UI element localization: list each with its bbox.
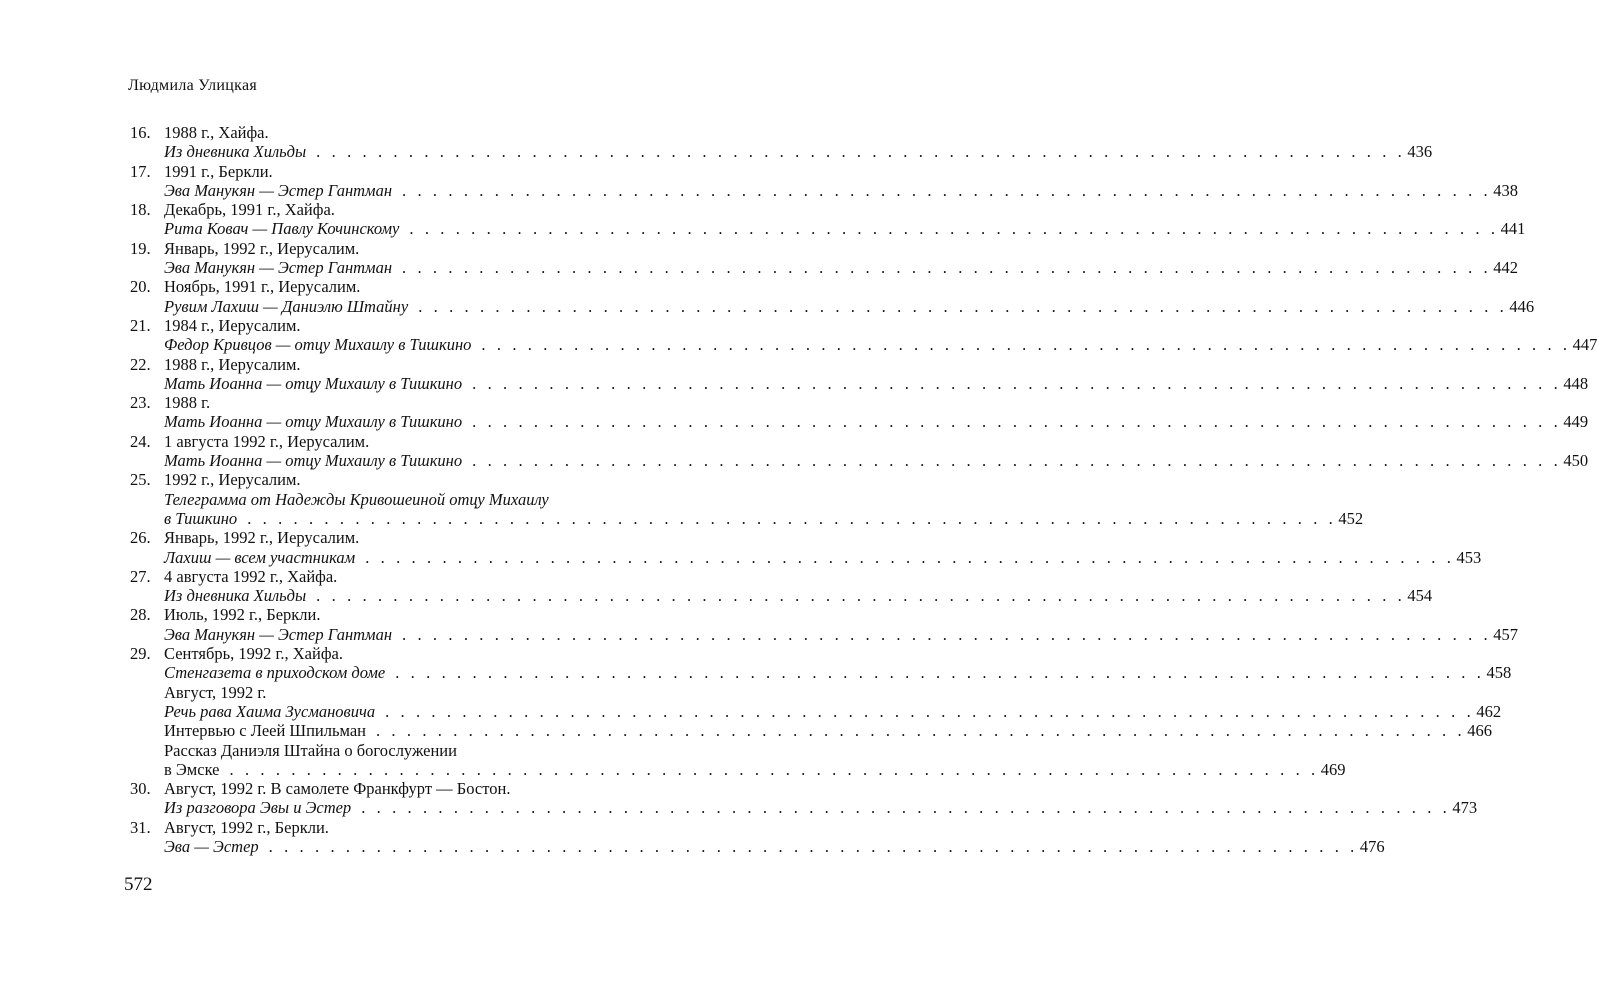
toc-dot-leader: . . . . . . . . . . . . . . . . . . . . . . . . . . . . . . . . . . . . . . . . . . . . . . . . . . . . . . . . . . . . . . . . . . . . . . . bbox=[472, 412, 1562, 432]
toc-page-number: 442 bbox=[1493, 258, 1519, 278]
toc-entry-number: 21. bbox=[130, 315, 151, 335]
toc-item bbox=[130, 759, 1346, 779]
toc-dot-leader: . . . . . . . . . . . . . . . . . . . . . . . . . . . . . . . . . . . . . . . . . . . . . . . . . . . . . . . . . . . . . . . . . . . . . . . bbox=[385, 701, 1475, 721]
toc-item-title: Эва Манукян — Эстер Гантман bbox=[164, 624, 393, 644]
toc-item-title: Речь рава Хаима Зусмановича bbox=[164, 701, 376, 721]
toc-entry-number: 26. bbox=[130, 528, 151, 548]
toc-dot-leader: . . . . . . . . . . . . . . . . . . . . . . . . . . . . . . . . . . . . . . . . . . . . . . . . . . . . . . . . . . . . . . . . . . . . . . . bbox=[402, 180, 1492, 200]
toc-item bbox=[130, 547, 1482, 567]
toc-entry-heading bbox=[130, 818, 694, 837]
toc-item-title: Телеграмма от Надежды Кривошеиной отцу Михаилу bbox=[164, 489, 549, 509]
toc-entry-number: 28. bbox=[130, 605, 151, 625]
toc-entry-date-place: Декабрь, 1991 г., Хайфа. bbox=[164, 200, 335, 220]
toc-entry-date-place: 1988 г., Хайфа. bbox=[164, 123, 269, 142]
toc-dot-leader: . . . . . . . . . . . . . . . . . . . . . . . . . . . . . . . . . . . . . . . . . . . . . . . . . . . . . . . . . . . . . . . . . . . . . . . bbox=[472, 373, 1562, 393]
toc-item-title: в Эмске bbox=[164, 759, 220, 779]
toc-dot-leader: . . . . . . . . . . . . . . . . . . . . . . . . . . . . . . . . . . . . . . . . . . . . . . . . . . . . . . . . . . . . . . . . . . . . . . . bbox=[402, 258, 1492, 278]
toc-page-number: 457 bbox=[1493, 624, 1519, 644]
toc-page-number: 458 bbox=[1486, 663, 1512, 683]
toc-item-title: Мать Иоанна — отцу Михаилу в Тишкино bbox=[164, 373, 463, 393]
toc-entry-date-place: Август, 1992 г. В самолете Франкфурт — Бостон. bbox=[164, 779, 511, 799]
toc-entry-heading bbox=[130, 567, 694, 586]
toc-entry-heading bbox=[130, 355, 694, 374]
toc-item-title: Лахиш — всем участникам bbox=[164, 547, 356, 567]
toc-page-number: 448 bbox=[1563, 373, 1589, 393]
toc-item-title: Из разговора Эвы и Эстер bbox=[164, 798, 352, 818]
toc-entry-number: 29. bbox=[130, 644, 151, 664]
toc-page-number: 473 bbox=[1452, 798, 1478, 818]
toc-item-title: Август, 1992 г. bbox=[164, 682, 267, 702]
toc-item bbox=[130, 624, 1519, 644]
toc-entry-heading bbox=[130, 162, 694, 181]
toc-item-title: Из дневника Хильды bbox=[164, 142, 307, 162]
toc-entry-number: 23. bbox=[130, 393, 151, 413]
toc-entry-heading bbox=[130, 123, 694, 142]
toc-entry-date-place: 4 августа 1992 г., Хайфа. bbox=[164, 566, 338, 586]
toc-entry-number: 17. bbox=[130, 161, 151, 181]
toc-item bbox=[130, 258, 1519, 278]
toc-page-number: 454 bbox=[1407, 586, 1433, 606]
toc-item bbox=[130, 412, 1589, 432]
toc-entry-date-place: Сентябрь, 1992 г., Хайфа. bbox=[164, 644, 343, 664]
toc-item bbox=[130, 490, 694, 509]
toc-page-number: 469 bbox=[1320, 759, 1346, 779]
toc-page-number: 450 bbox=[1563, 451, 1589, 471]
toc-entry-number: 25. bbox=[130, 470, 151, 490]
toc-entry-number: 22. bbox=[130, 354, 151, 374]
toc-item-title: Из дневника Хильды bbox=[164, 586, 307, 606]
toc-page-number: 476 bbox=[1359, 836, 1385, 856]
toc-page-number: 446 bbox=[1509, 296, 1535, 316]
toc-dot-leader: . . . . . . . . . . . . . . . . . . . . . . . . . . . . . . . . . . . . . . . . . . . . . . . . . . . . . . . . . . . . . . . . . . . . . . . bbox=[418, 296, 1508, 316]
toc-item bbox=[130, 798, 1478, 818]
toc-item bbox=[130, 180, 1519, 200]
toc-page-number: 449 bbox=[1563, 412, 1589, 432]
toc-entry-date-place: 1988 г. bbox=[164, 393, 211, 413]
toc-entry-number: 18. bbox=[130, 200, 151, 220]
toc-item-title: Мать Иоанна — отцу Михаилу в Тишкино bbox=[164, 451, 463, 471]
toc-page-number: 438 bbox=[1493, 180, 1519, 200]
toc-item bbox=[130, 701, 1502, 721]
toc-dot-leader: . . . . . . . . . . . . . . . . . . . . . . . . . . . . . . . . . . . . . . . . . . . . . . . . . . . . . . . . . . . . . . . . . . . . . . . bbox=[395, 663, 1485, 683]
toc-entry-number: 30. bbox=[130, 779, 151, 799]
toc-dot-leader: . . . . . . . . . . . . . . . . . . . . . . . . . . . . . . . . . . . . . . . . . . . . . . . . . . . . . . . . . . . . . . . . . . . . . . . bbox=[472, 451, 1562, 471]
toc-item bbox=[130, 683, 694, 702]
toc-entry-heading bbox=[130, 779, 694, 798]
toc-dot-leader: . . . . . . . . . . . . . . . . . . . . . . . . . . . . . . . . . . . . . . . . . . . . . . . . . . . . . . . . . . . . . . . . . . . . . . . bbox=[402, 624, 1492, 644]
toc-page-number: 452 bbox=[1338, 508, 1364, 528]
toc-dot-leader: . . . . . . . . . . . . . . . . . . . . . . . . . . . . . . . . . . . . . . . . . . . . . . . . . . . . . . . . . . . . . . . . . . . . . . . bbox=[316, 586, 1406, 606]
toc-entry-number: 16. bbox=[130, 123, 151, 142]
toc-item-title: в Тишкино bbox=[164, 508, 238, 528]
toc-dot-leader: . . . . . . . . . . . . . . . . . . . . . . . . . . . . . . . . . . . . . . . . . . . . . . . . . . . . . . . . . . . . . . . . . . . . . . . bbox=[375, 721, 1466, 741]
toc-item bbox=[130, 663, 1512, 683]
toc-page-number: 447 bbox=[1572, 335, 1597, 355]
toc-item bbox=[130, 836, 1385, 856]
toc-dot-leader: . . . . . . . . . . . . . . . . . . . . . . . . . . . . . . . . . . . . . . . . . . . . . . . . . . . . . . . . . . . . . . . . . . . . . . . bbox=[365, 547, 1455, 567]
toc-item-title: Эва Манукян — Эстер Гантман bbox=[164, 258, 393, 278]
toc-item-title: Рита Ковач — Павлу Кочинскому bbox=[164, 219, 400, 239]
toc-page-number: 462 bbox=[1476, 701, 1502, 721]
toc-item-title: Мать Иоанна — отцу Михаилу в Тишкино bbox=[164, 412, 463, 432]
toc-entry-date-place: 1 августа 1992 г., Иерусалим. bbox=[164, 431, 370, 451]
toc-page-number: 466 bbox=[1467, 721, 1492, 741]
toc-item-title: Интервью с Леей Шпильман bbox=[164, 721, 366, 741]
running-head: Людмила Улицкая bbox=[128, 77, 258, 94]
toc-item bbox=[130, 373, 1589, 393]
toc-item bbox=[130, 296, 1535, 316]
toc-page-number: 441 bbox=[1500, 219, 1526, 239]
page-number: 572 bbox=[124, 874, 153, 895]
toc-dot-leader: . . . . . . . . . . . . . . . . . . . . . . . . . . . . . . . . . . . . . . . . . . . . . . . . . . . . . . . . . . . . . . . . . . . . . . . bbox=[268, 836, 1358, 856]
toc-page-number: 453 bbox=[1456, 547, 1482, 567]
toc-entry-number: 31. bbox=[130, 817, 151, 837]
toc-entry-heading bbox=[130, 470, 694, 489]
toc-dot-leader: . . . . . . . . . . . . . . . . . . . . . . . . . . . . . . . . . . . . . . . . . . . . . . . . . . . . . . . . . . . . . . . . . . . . . . . bbox=[409, 219, 1499, 239]
toc-item bbox=[130, 142, 1433, 162]
toc-entry-date-place: 1988 г., Иерусалим. bbox=[164, 354, 301, 374]
toc-entry-date-place: Январь, 1992 г., Иерусалим. bbox=[164, 528, 360, 548]
toc-item-title: Эва Манукян — Эстер Гантман bbox=[164, 180, 393, 200]
toc-item bbox=[130, 508, 1364, 528]
toc-item bbox=[130, 451, 1589, 471]
toc-item-title: Рувим Лахиш — Даниэлю Штайну bbox=[164, 296, 409, 316]
toc-item-title: Эва — Эстер bbox=[164, 836, 259, 856]
toc-item bbox=[130, 586, 1433, 606]
toc-entry-heading bbox=[130, 644, 694, 663]
toc-entry-date-place: Июль, 1992 г., Беркли. bbox=[164, 605, 321, 625]
toc-dot-leader: . . . . . . . . . . . . . . . . . . . . . . . . . . . . . . . . . . . . . . . . . . . . . . . . . . . . . . . . . . . . . . . . . . . . . . . bbox=[361, 798, 1451, 818]
toc-entry-number: 24. bbox=[130, 431, 151, 451]
toc-item-title: Рассказ Даниэля Штайна о богослужении bbox=[164, 740, 457, 760]
toc-entry-date-place: Август, 1992 г., Беркли. bbox=[164, 817, 329, 837]
toc-entry-heading bbox=[130, 316, 694, 335]
toc-entry-date-place: 1991 г., Беркли. bbox=[164, 161, 273, 181]
toc-entry-heading bbox=[130, 605, 694, 624]
toc-dot-leader: . . . . . . . . . . . . . . . . . . . . . . . . . . . . . . . . . . . . . . . . . . . . . . . . . . . . . . . . . . . . . . . . . . . . . . . bbox=[316, 142, 1406, 162]
toc-entry-heading bbox=[130, 432, 694, 451]
toc-entry-heading bbox=[130, 239, 694, 258]
toc-item bbox=[130, 219, 1526, 239]
toc-entry-date-place: 1984 г., Иерусалим. bbox=[164, 315, 301, 335]
toc-dot-leader: . . . . . . . . . . . . . . . . . . . . . . . . . . . . . . . . . . . . . . . . . . . . . . . . . . . . . . . . . . . . . . . . . . . . . . . bbox=[247, 508, 1337, 528]
toc-entry-date-place: Январь, 1992 г., Иерусалим. bbox=[164, 238, 360, 258]
toc-item-title: Федор Кривцов — отцу Михаилу в Тишкино bbox=[164, 335, 472, 355]
toc-entry-number: 19. bbox=[130, 238, 151, 258]
table-of-contents bbox=[130, 123, 1597, 856]
toc-entry-heading bbox=[130, 277, 694, 296]
toc-item-title: Стенгазета в приходском доме bbox=[164, 663, 386, 683]
toc-item bbox=[130, 721, 1492, 741]
toc-dot-leader: . . . . . . . . . . . . . . . . . . . . . . . . . . . . . . . . . . . . . . . . . . . . . . . . . . . . . . . . . . . . . . . . . . . . . . . bbox=[229, 759, 1319, 779]
toc-entry-heading bbox=[130, 528, 694, 547]
toc-item bbox=[130, 335, 1597, 355]
toc-dot-leader: . . . . . . . . . . . . . . . . . . . . . . . . . . . . . . . . . . . . . . . . . . . . . . . . . . . . . . . . . . . . . . . . . . . . . . . bbox=[481, 335, 1571, 355]
toc-page-number: 436 bbox=[1407, 142, 1433, 162]
toc-entry-date-place: 1992 г., Иерусалим. bbox=[164, 470, 301, 490]
toc-entry-heading bbox=[130, 200, 694, 219]
toc-item bbox=[130, 741, 694, 760]
toc-entry-date-place: Ноябрь, 1991 г., Иерусалим. bbox=[164, 277, 361, 297]
toc-entry-number: 27. bbox=[130, 566, 151, 586]
toc-entry-number: 20. bbox=[130, 277, 151, 297]
toc-entry-heading bbox=[130, 393, 694, 412]
